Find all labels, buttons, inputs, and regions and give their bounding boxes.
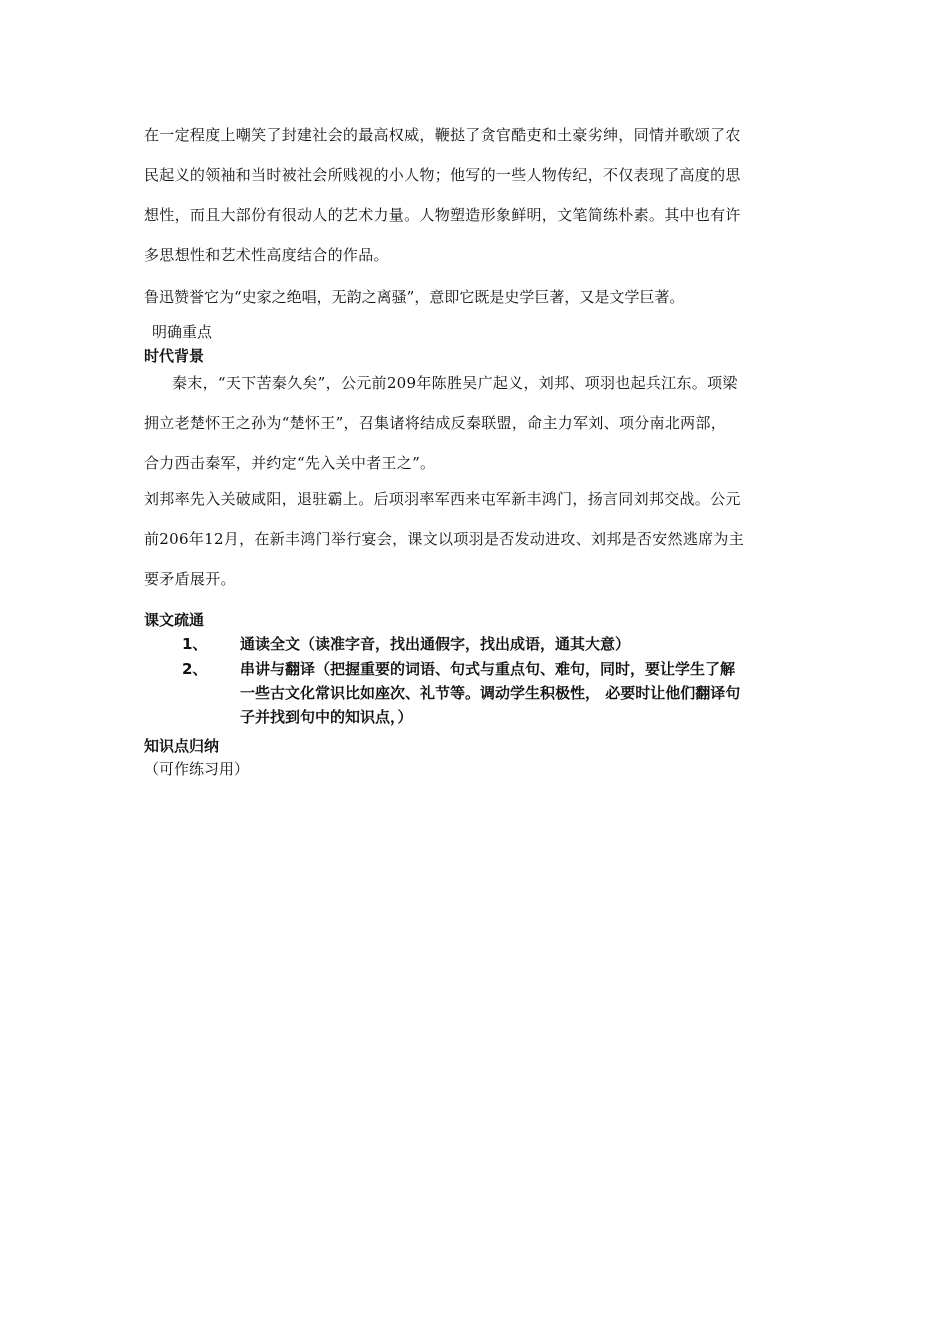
key-points-label: 明确重点 (152, 323, 213, 341)
background-line-4: 刘邦率先入关破咸阳，退驻霸上。后项羽率军西来屯军新丰鸿门，扬言同刘邦交战。公元 (144, 490, 741, 508)
knowledge-heading: 知识点归纳 (144, 737, 220, 755)
list-item-line: 通读全文（读准字音，找出通假字，找出成语，通其大意） (240, 635, 631, 653)
list-item-text (240, 657, 808, 729)
knowledge-note: （可作练习用） (144, 760, 250, 778)
background-paragraph-2 (144, 479, 808, 599)
background-heading: 时代背景 (144, 347, 205, 365)
list-item (144, 657, 808, 729)
intro-line-1: 在一定程度上嘲笑了封建社会的最高权威，鞭挞了贪官酷吏和土豪劣绅，同情并歌颂了农 (144, 126, 741, 144)
intro-paragraph (144, 115, 808, 275)
background-line-3: 合力西击秦军，并约定“先入关中者王之”。 (144, 454, 436, 472)
list-item-line: 一些古文化常识比如座次、礼节等。调动学生积极性， 必要时让他们翻译句 (240, 684, 741, 702)
list-item-number: 1、 (182, 635, 208, 653)
intro-line-3: 想性，而且大部份有很动人的艺术力量。人物塑造形象鲜明，文笔简练朴素。其中也有许 (144, 206, 741, 224)
intro-line-2: 民起义的领袖和当时被社会所贱视的小人物；他写的一些人物传纪，不仅表现了高度的思 (144, 166, 741, 184)
list-item (144, 632, 808, 656)
background-line-2: 拥立老楚怀王之孙为“楚怀王”，召集诸将结成反秦联盟，命主力军刘、项分南北两部， (144, 414, 727, 432)
background-paragraph-1 (144, 363, 808, 483)
intro-line-4: 多思想性和艺术性高度结合的作品。 (144, 246, 389, 264)
background-line-6: 要矛盾展开。 (144, 570, 236, 588)
list-item-number: 2、 (182, 660, 208, 678)
list-item-text (240, 632, 808, 656)
list-item-line: 串讲与翻译（把握重要的词语、句式与重点句、难句，同时，要让学生了解 (240, 660, 736, 678)
lu-xun-quote: 鲁迅赞誉它为“史家之绝唱，无韵之离骚”，意即它既是史学巨著，又是文学巨著。 (144, 288, 685, 306)
study-heading: 课文疏通 (144, 611, 205, 629)
list-item-line: 子并找到句中的知识点，） (240, 708, 413, 726)
background-line-5: 前206年12月，在新丰鸿门举行宴会，课文以项羽是否发动进攻、刘邦是否安然逃席为主 (144, 530, 745, 548)
background-line-1: 秦末，“天下苦秦久矣”，公元前209年陈胜吴广起义，刘邦、项羽也起兵江东。项梁 (172, 374, 738, 392)
